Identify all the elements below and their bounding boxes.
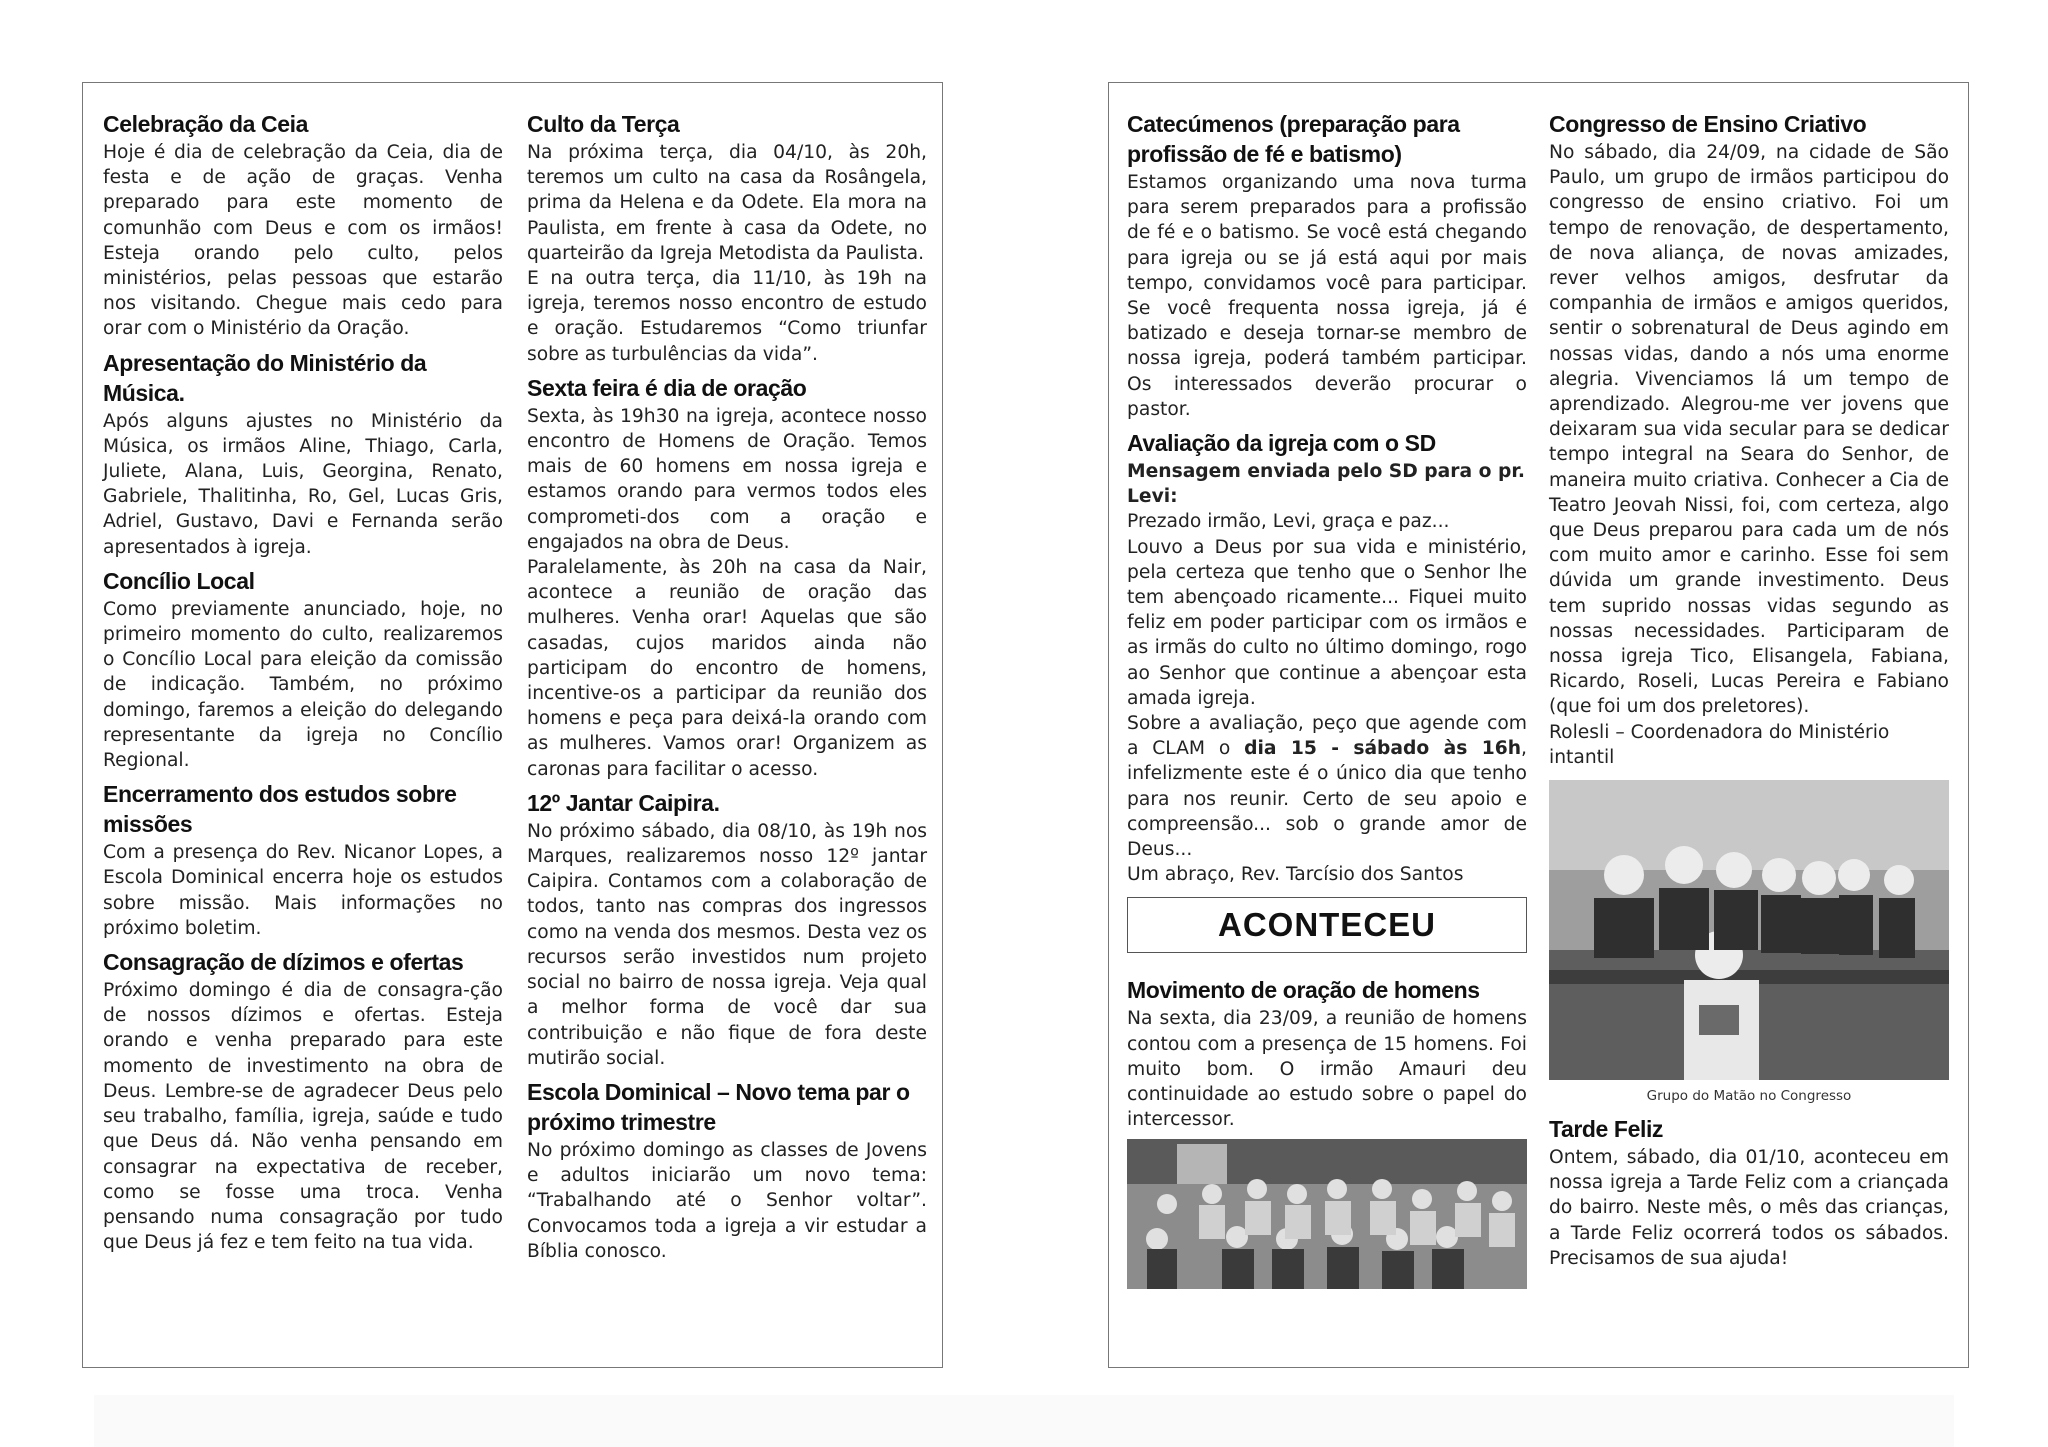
left-page [82,82,943,1368]
left-column-2 [527,109,927,1270]
article-title: Celebração da Ceia [103,111,309,137]
congresso-signoff: Rolesli – Coordenadora do Ministério intantil [1549,721,1890,768]
aconteceu-banner: ACONTECEU [1127,897,1527,953]
congress-group-photo [1549,780,1949,1080]
article-title: 12º Jantar Caipira. [527,789,720,816]
article-text: Paralelamente, às 20h na casa da Nair, acontece a reunião de oração das mulheres. Venha orar! Aquelas que são casadas, cujos maridos ainda não participam do encontro de homens, incentive-os a participar da reunião dos homens e peça para deixá-la orando com as mulheres. Vamos orar! Organizem as caronas para facilitar o acesso. [527,557,927,780]
congresso-title: Congresso de Ensino Criativo [1549,111,1867,137]
catecumenos-title: Catecúmenos (preparação para profissão de fé e batismo) [1127,111,1460,167]
article-title: Escola Dominical – Novo tema par o próximo trimestre [527,1078,910,1135]
left-column-1 [103,109,503,1261]
article-title: Culto da Terça [527,111,680,137]
movimento-text: Na sexta, dia 23/09, a reunião de homens contou com a presença de 15 homens. Foi muito bom. O irmão Amauri deu continuidade ao estudo sobre o papel do intercessor. [1127,1008,1527,1131]
article-title: Encerramento dos estudos sobre missões [103,781,457,838]
article-title: Apresentação do Ministério da Música. [103,349,427,406]
article-text: Com a presença do Rev. Nicanor Lopes, a Escola Dominical encerra hoje os estudos sobre missão. Mais informações no próximo boletim. [103,842,503,939]
avaliacao-title: Avaliação da igreja com o SD [1127,430,1436,457]
scan-margin [94,1395,1954,1447]
avaliacao-text-2: Sobre a avaliação, peço que agende com a CLAM o dia 15 - sábado às 16h, infelizmente este é o único dia que tenho para nos reunir. Certo de seu apoio e compreensão... sob o grande amor de Deus... [1127,713,1527,861]
tarde-text: Ontem, sábado, dia 01/10, aconteceu em nossa igreja a Tarde Feliz com a criançada do bairro. Neste mês, o mês das crianças, a Tarde Feliz ocorrerá todos os sábados. Precisamos de sua ajuda! [1549,1147,1949,1269]
article-text: Na próxima terça, dia 04/10, às 20h, teremos um culto na casa da Rosângela, prima da Helena e da Odete. Ela mora na Paulista, em frente à casa da Odete, no quarteirão da Igreja Metodista da Paulista. [527,142,927,264]
article-text: E na outra terça, dia 11/10, às 19h na igreja, teremos nosso encontro de estudo e oração. Estudaremos “Como triunfar sobre as turbulências da vida”. [527,268,927,365]
right-column-1 [1127,109,1527,1289]
movimento-title: Movimento de oração de homens [1127,977,1480,1004]
avaliacao-greeting: Prezado irmão, Levi, graça e paz... [1127,511,1450,533]
tarde-title: Tarde Feliz [1549,1116,1664,1143]
article-text: Como previamente anunciado, hoje, no primeiro momento do culto, realizaremos o Concílio Local para eleição da comissão de indicação. Também, no próximo domingo, faremos a eleição do delegando representante da igreja no Concílio Regional. [103,598,503,772]
article-title: Sexta feira é dia de oração [527,374,807,401]
avaliacao-subtitle: Mensagem enviada pelo SD para o pr. Levi: [1127,461,1525,508]
congresso-text: No sábado, dia 24/09, na cidade de São Paulo, um grupo de irmãos participou do congresso de ensino criativo. Foi um tempo de renovação, de despertamento, de nova aliança, de novas amizades, rever velhos amigos, desfrutar da companhia de irmãos e amigos queridos, sentir o sobrenatural de Deus agindo em nossas vidas, dando a nós uma enorme alegria. Vivenciamos lá um tempo de aprendizado. Alegrou-me ver jovens que deixaram sua vida secular para se dedicar tempo integral na Seara do Senhor, de maneira muito criativa. Conhecer a Cia de Teatro Jeovah Nissi, foi, com certeza, algo que Deus preparou para cada um de nós com muito amor e carinho. Esse foi sem dúvida um grande investimento. Deus tem suprido nossas vidas segundo as nossas necessidades. Participaram de nossa igreja Tico, Elisangela, Fabiana, Ricardo, Roseli, Lucas Pereira e Fabiano (que foi um dos preletores). [1549,142,1949,718]
article-title: Consagração de dízimos e ofertas [103,949,464,976]
avaliacao-text: Louvo a Deus por sua vida e ministério, pela certeza que tenho que o Senhor lhe tem abençoado ricamente... Fiquei muito feliz em poder participar com os irmãos e as irmãs do culto no último domingo, rogo ao Senhor que continue a abençoar esta amada igreja. [1127,536,1527,709]
right-page [1108,82,1969,1368]
catecumenos-text: Estamos organizando uma nova turma para serem preparados para a profissão de fé e o batismo. Se você está chegando para igreja ou se já está aqui por mais tempo, convidamos você para participar. Se você frequenta nossa igreja, já é batizado e deseja tornar-se membro de nossa igreja, poderá também participar. Os interessados deverão procurar o pastor. [1127,172,1527,420]
avaliacao-signoff: Um abraço, Rev. Tarcísio dos Santos [1127,864,1464,886]
article-text: Sexta, às 19h30 na igreja, acontece nosso encontro de Homens de Oração. Temos mais de 60 homens em nossa igreja e estamos orando para vermos todos eles comprometi-dos com a oração e engajados na obra de Deus. [527,405,927,553]
article-text: Próximo domingo é dia de consagra-ção de nossos dízimos e ofertas. Esteja orando e venha preparado para este momento de investimento na obra de Deus. Lembre-se de agradecer Deus pelo seu trabalho, família, igreja, saúde e tudo que Deus dá. Não venha pensando em consagrar na expectativa de receber, como se fosse uma troca. Venha pensando numa consagração por tudo que Deus já fez e tem feito na tua vida. [103,980,503,1254]
article-text: Hoje é dia de celebração da Ceia, dia de festa e de ação de graças. Venha preparado para este momento de comunhão com Deus e com os irmãos! Esteja orando pelo culto, pelos ministérios, pelas pessoas que estarão nos visitando. Chegue mais cedo para orar com o Ministério da Oração. [103,142,503,340]
article-title: Concílio Local [103,567,255,594]
group-photo-men [1127,1139,1527,1289]
photo-caption: Grupo do Matão no Congresso [1646,1088,1852,1105]
article-text: Após alguns ajustes no Ministério da Música, os irmãos Aline, Thiago, Carla, Juliete, Alana, Luis, Georgina, Renato, Gabriele, Thalitinha, Ro, Gel, Lucas Gris, Adriel, Gustavo, Davi e Fernanda serão apresentados à igreja. [103,410,503,558]
article-text: No próximo domingo as classes de Jovens e adultos iniciarão um novo tema: “Trabalhando até o Senhor voltar”. Convocamos toda a igreja a vir estudar a Bíblia conosco. [527,1139,927,1262]
right-column-2 [1549,109,1949,1277]
article-text: No próximo sábado, dia 08/10, às 19h nos Marques, realizaremos nosso 12º jantar Caipira. Contamos com a colaboração de todos, tanto nas compras dos ingressos como na venda dos mesmos. Desta vez os recursos serão investidos num projeto social no bairro de nossa igreja. Veja qual a melhor forma de você dar sua contribuição e não fique de fora deste mutirão social. [527,820,927,1069]
